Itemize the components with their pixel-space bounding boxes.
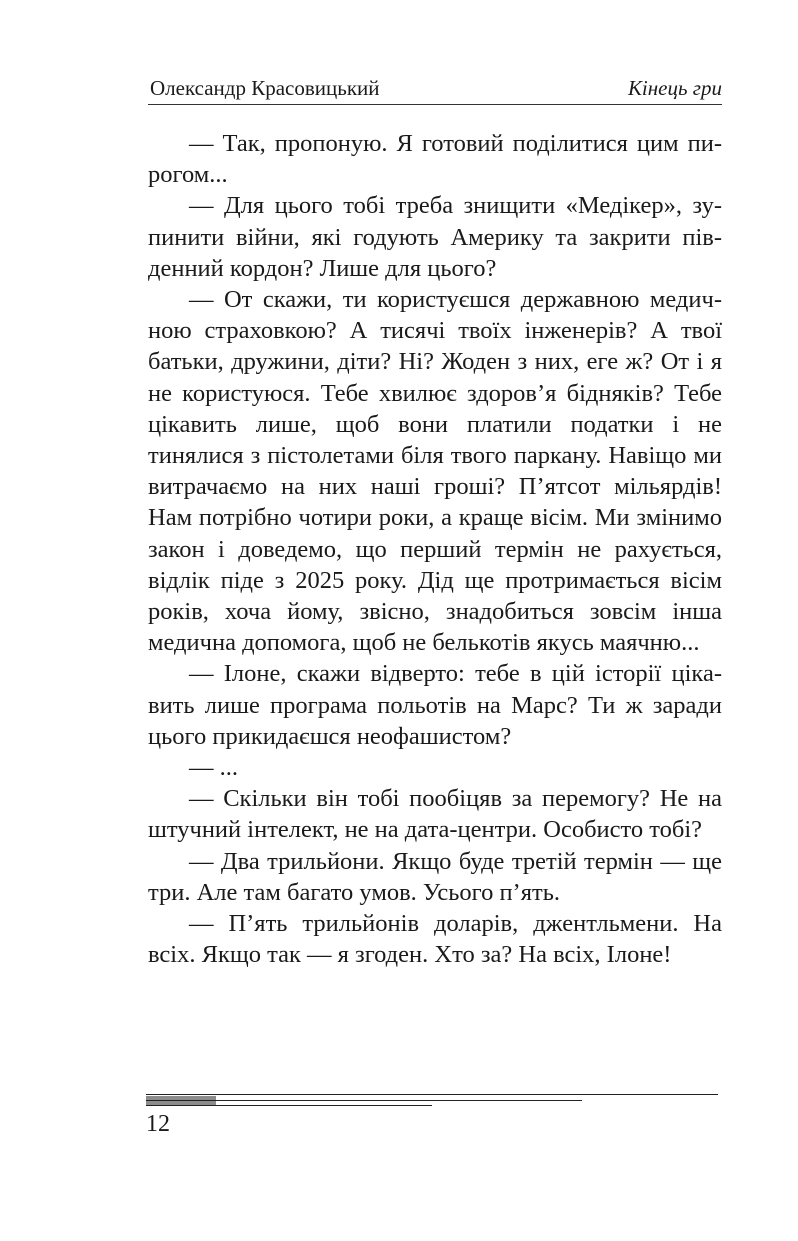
- page-number: 12: [146, 1111, 170, 1137]
- footer-decoration: [146, 1094, 722, 1108]
- footer-rule: [146, 1105, 432, 1106]
- paragraph: — От скажи, ти користуєшся державною медичною страховкою? А тисячі твоїх інженерів? А твої батьки, дружини, діти? Ні? Жоден з них, еге ж? От і я не користуюся. Тебе хвилює здоров’я бідняків? Тебе цікавить лише, щоб вони платили податки і не тинялися з пістолетами біля твого паркану. Навіщо ми витрачаємо на них наші гроші? П’ятсот мільярдів! Нам потрібно чотири роки, а краще вісім. Ми змінимо закон і доведемо, що перший термін не рахується, відлік піде з 2025 року. Дід ще протримається вісім років, хоча йому, звісно, знадобиться зовсім інша медична допомога, щоб не белькотів якусь маячню...: [148, 286, 722, 657]
- paragraph: — Два трильйони. Якщо буде третій термін — ще три. Але там багато умов. Усього п’ять.: [148, 847, 722, 906]
- header-author: Олександр Красовицький: [150, 76, 380, 100]
- body-text: [148, 128, 722, 970]
- paragraph: — Так, пропоную. Я готовий поділитися цим пирогом...: [148, 130, 722, 189]
- paragraph: — П’ять трильйонів доларів, джентльмени. На всіх. Якщо так — я згоден. Хто за? На всіх, Ілоне!: [148, 910, 722, 969]
- footer-rule: [146, 1100, 582, 1101]
- paragraph: — Для цього тобі треба знищити «Медікер», зупинити війни, які годують Америку та закрити південний кордон? Лише для цього?: [148, 192, 722, 282]
- header-rule: [148, 104, 722, 105]
- paragraph: — Ілоне, скажи відверто: тебе в цій історії цікавить лише програма польотів на Марс? Ти ж заради цього прикидаєшся неофашистом?: [148, 660, 722, 750]
- paragraph: — ...: [189, 754, 238, 782]
- running-header: [150, 76, 722, 106]
- footer-rule: [146, 1094, 718, 1095]
- header-book-title: Кінець гри: [627, 76, 722, 100]
- paragraph: — Скільки він тобі пообіцяв за перемогу? Не на штучний інтелект, не на дата-центри. Особисто тобі?: [148, 785, 722, 844]
